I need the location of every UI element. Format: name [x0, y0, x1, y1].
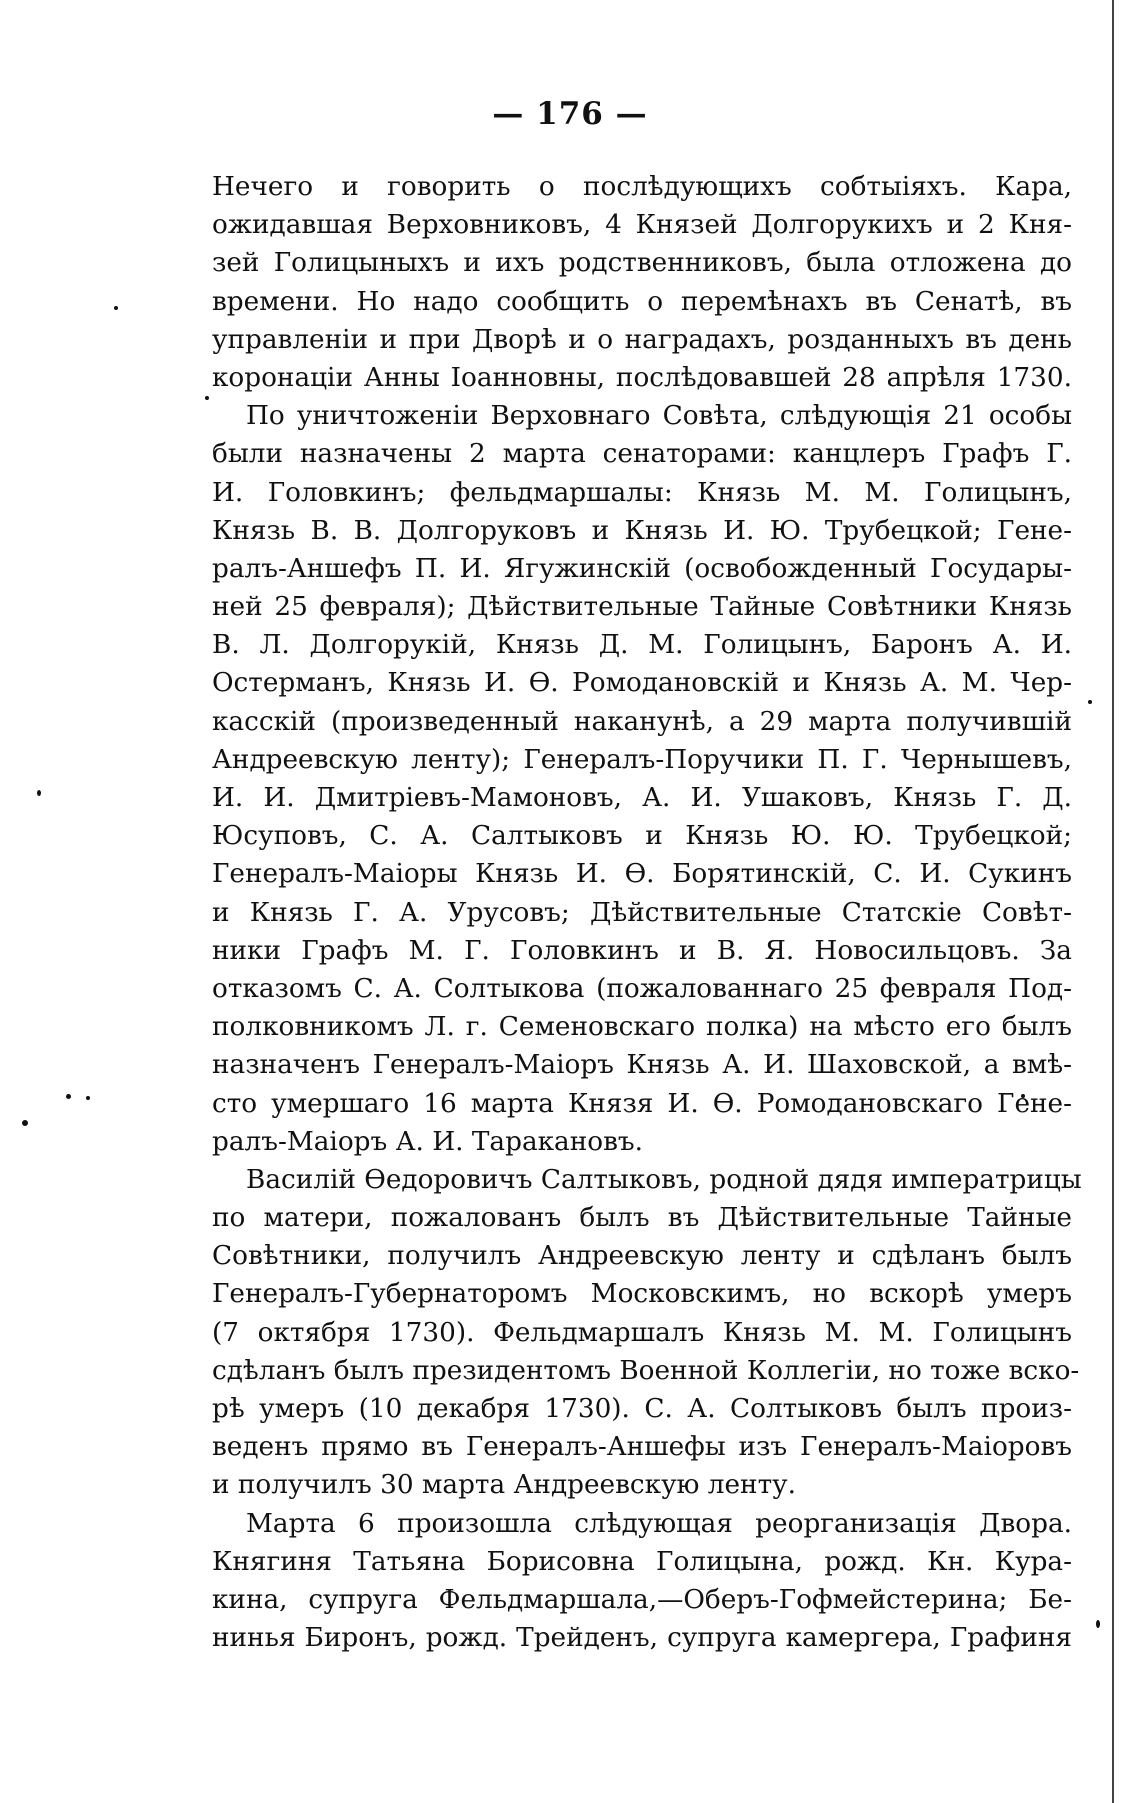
text-line: коронацiи Анны Iоанновны, послѣдовавшей 28 апрѣля 1730. — [212, 362, 1072, 393]
text-line: времени. Но надо сообщить о перемѣнахъ въ Сенатѣ, въ — [212, 286, 1072, 317]
paragraph-1 — [212, 168, 1072, 397]
text-line: Генералъ-Маiоры Князь И. Ѳ. Борятинскiй, С. И. Сукинъ — [212, 859, 1072, 890]
text-line: веденъ прямо въ Генералъ-Аншефы изъ Генералъ-Маiоровъ — [212, 1432, 1072, 1463]
text-line: сто умершаго 16 марта Князя И. Ѳ. Ромодановскаго Гене- — [212, 1088, 1072, 1119]
scan-speck — [66, 1094, 71, 1099]
scan-speck — [1096, 1620, 1100, 1628]
text-line: Юсуповъ, С. А. Салтыковъ и Князь Ю. Ю. Трубецкой; — [212, 821, 1072, 852]
text-line: ожидавшая Верховниковъ, 4 Князей Долгорукихъ и 2 Кня- — [212, 210, 1072, 241]
scan-speck — [37, 790, 41, 796]
scan-speck — [86, 1096, 90, 1100]
text-line: ралъ-Маiоръ А. И. Таракановъ. — [212, 1126, 643, 1157]
scan-speck — [205, 396, 209, 400]
text-line: Княгиня Татьяна Борисовна Голицына, рожд. Кн. Кура- — [212, 1546, 1072, 1577]
text-line: касскiй (произведенный наканунѣ, а 29 марта получившiй — [212, 706, 1072, 737]
text-line: нинья Биронъ, рожд. Трейденъ, супруга камергера, Графиня — [212, 1623, 1072, 1654]
text-line: Нечего и говорить о послѣдующихъ собтыiяхъ. Кара, — [212, 172, 1072, 202]
text-line: Князь В. В. Долгоруковъ и Князь И. Ю. Трубецкой; Гене- — [212, 515, 1072, 546]
text-line: были назначены 2 марта сенаторами: канцлеръ Графъ Г. — [212, 439, 1072, 470]
text-line: сдѣланъ былъ президентомъ Военной Коллегiи, но тоже вско- — [212, 1355, 1080, 1386]
text-line: Остерманъ, Князь И. Ѳ. Ромодановскiй и Князь А. М. Чер- — [212, 668, 1072, 699]
text-line: В. Л. Долгорукiй, Князь Д. М. Голицынъ, Баронъ А. И. — [212, 630, 1072, 661]
text-line: (7 октября 1730). Фельдмаршалъ Князь М. М. Голицынъ — [212, 1317, 1072, 1348]
text-line: отказомъ С. А. Солтыкова (пожалованнаго 25 февраля Под- — [212, 973, 1072, 1004]
text-line: назначенъ Генералъ-Маiоръ Князь А. И. Шаховской, а вмѣ- — [212, 1050, 1072, 1081]
text-line: Совѣтники, получилъ Андреевскую ленту и сдѣланъ былъ — [212, 1241, 1072, 1272]
text-line: зей Голицыныхъ и ихъ родственниковъ, была отложена до — [212, 248, 1072, 279]
text-line: и Князь Г. А. Урусовъ; Дѣйствительные Статскiе Совѣт- — [212, 897, 1072, 928]
text-line: И. Головкинъ; фельдмаршалы: Князь М. М. Голицынъ, — [212, 477, 1072, 508]
text-line: Генералъ-Губернаторомъ Московскимъ, но вскорѣ умеръ — [212, 1279, 1072, 1310]
paragraph-4 — [212, 1505, 1072, 1658]
text-line: Андреевскую ленту); Генералъ-Поручики П. Г. Чернышевъ, — [212, 744, 1072, 775]
page-edge-line — [1112, 0, 1114, 1803]
scan-speck — [114, 306, 118, 310]
text-line: И. И. Дмитрiевъ-Мамоновъ, А. И. Ушаковъ, Князь Г. Д. — [212, 783, 1072, 813]
text-line: ники Графъ М. Г. Головкинъ и В. Я. Новосильцовъ. За — [212, 935, 1072, 966]
text-line: управленiи и при Дворѣ и о наградахъ, розданныхъ въ день — [212, 324, 1072, 355]
text-line: полковникомъ Л. г. Семеновскаго полка) на мѣсто его былъ — [212, 1012, 1072, 1043]
text-line: Василiй Ѳедоровичъ Салтыковъ, родной дядя императрицы — [246, 1164, 1082, 1195]
text-line: ней 25 февраля); Дѣйствительные Тайные Совѣтники Князь — [212, 592, 1072, 623]
text-line: рѣ умеръ (10 декабря 1730). С. А. Солтыковъ былъ произ- — [212, 1394, 1072, 1424]
paragraph-3 — [212, 1161, 1082, 1505]
body-text — [212, 168, 1082, 1657]
text-line: по матери, пожалованъ былъ въ Дѣйствительные Тайные — [212, 1203, 1072, 1234]
text-line: и получилъ 30 марта Андреевскую ленту. — [212, 1470, 796, 1501]
page-number: — 176 — — [492, 96, 648, 132]
scan-speck — [1088, 700, 1092, 704]
paragraph-2 — [212, 397, 1072, 1161]
text-line: кина, супруга Фельдмаршала,—Оберъ-Гофмейстерина; Бе- — [212, 1584, 1072, 1615]
text-line: ралъ-Аншефъ П. И. Ягужинскiй (освобожденный Государы- — [212, 553, 1072, 584]
text-line: По уничтоженiи Верховнаго Совѣта, слѣдующiя 21 особы — [246, 401, 1072, 432]
text-line: Марта 6 произошла слѣдующая реорганизацiя Двора. — [246, 1508, 1072, 1539]
scan-speck — [22, 1120, 28, 1126]
